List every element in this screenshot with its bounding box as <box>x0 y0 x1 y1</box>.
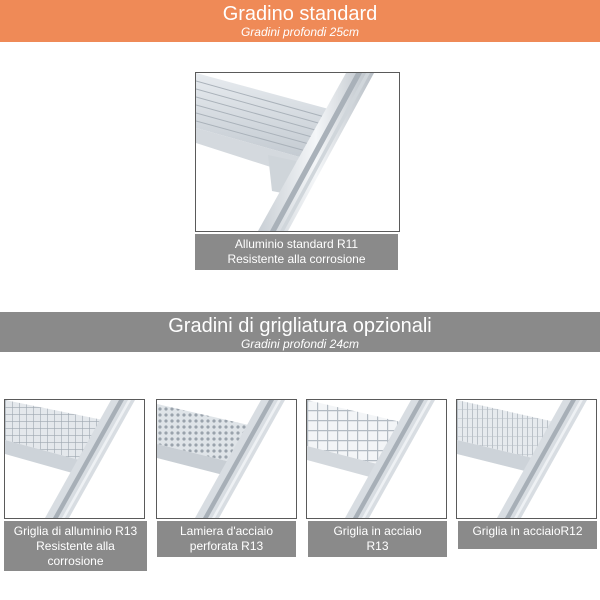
aluminium-grating-illustration <box>5 400 144 518</box>
perforated-steel-caption-line2: perforata R13 <box>189 539 264 553</box>
standard-step-caption <box>195 234 398 270</box>
steel-grating-r12-caption <box>458 521 597 549</box>
standard-step-caption-feature: Resistente alla corrosione <box>227 252 366 266</box>
aluminium-grating-caption-line3: corrosione <box>47 554 104 568</box>
steel-grating-caption-line2: R13 <box>366 539 389 553</box>
aluminium-grating-caption-line2: Resistente alla <box>36 539 115 553</box>
perforated-steel-caption-line1: Lamiera d'acciaio <box>179 524 273 538</box>
standard-step-subtitle: Gradini profondi 25cm <box>240 25 360 39</box>
steel-grating-caption <box>308 521 447 557</box>
perforated-steel-illustration <box>157 400 296 518</box>
aluminium-grating-caption <box>4 521 147 571</box>
steel-grating-r12-caption-line1: Griglia in acciaioR12 <box>472 524 583 538</box>
steel-grating-r12-illustration <box>457 400 596 518</box>
standard-step-caption-material: Alluminio standard R11 <box>234 237 359 251</box>
aluminium-grating-photo <box>4 399 145 519</box>
perforated-steel-caption <box>157 521 296 557</box>
perforated-steel-photo <box>156 399 297 519</box>
steel-grating-photo <box>306 399 447 519</box>
optional-grating-title: Gradini di grigliatura opzionali <box>168 315 432 337</box>
standard-step-banner <box>0 0 600 42</box>
steel-grating-illustration <box>307 400 446 518</box>
optional-grating-banner <box>0 312 600 352</box>
standard-step-photo <box>195 72 400 232</box>
standard-step-illustration <box>196 73 399 231</box>
steel-grating-r12-photo <box>456 399 597 519</box>
steel-grating-caption-line1: Griglia in acciaio <box>333 524 422 538</box>
standard-step-title: Gradino standard <box>222 3 378 25</box>
optional-grating-subtitle: Gradini profondi 24cm <box>240 337 360 351</box>
aluminium-grating-caption-line1: Griglia di alluminio R13 <box>13 524 138 538</box>
